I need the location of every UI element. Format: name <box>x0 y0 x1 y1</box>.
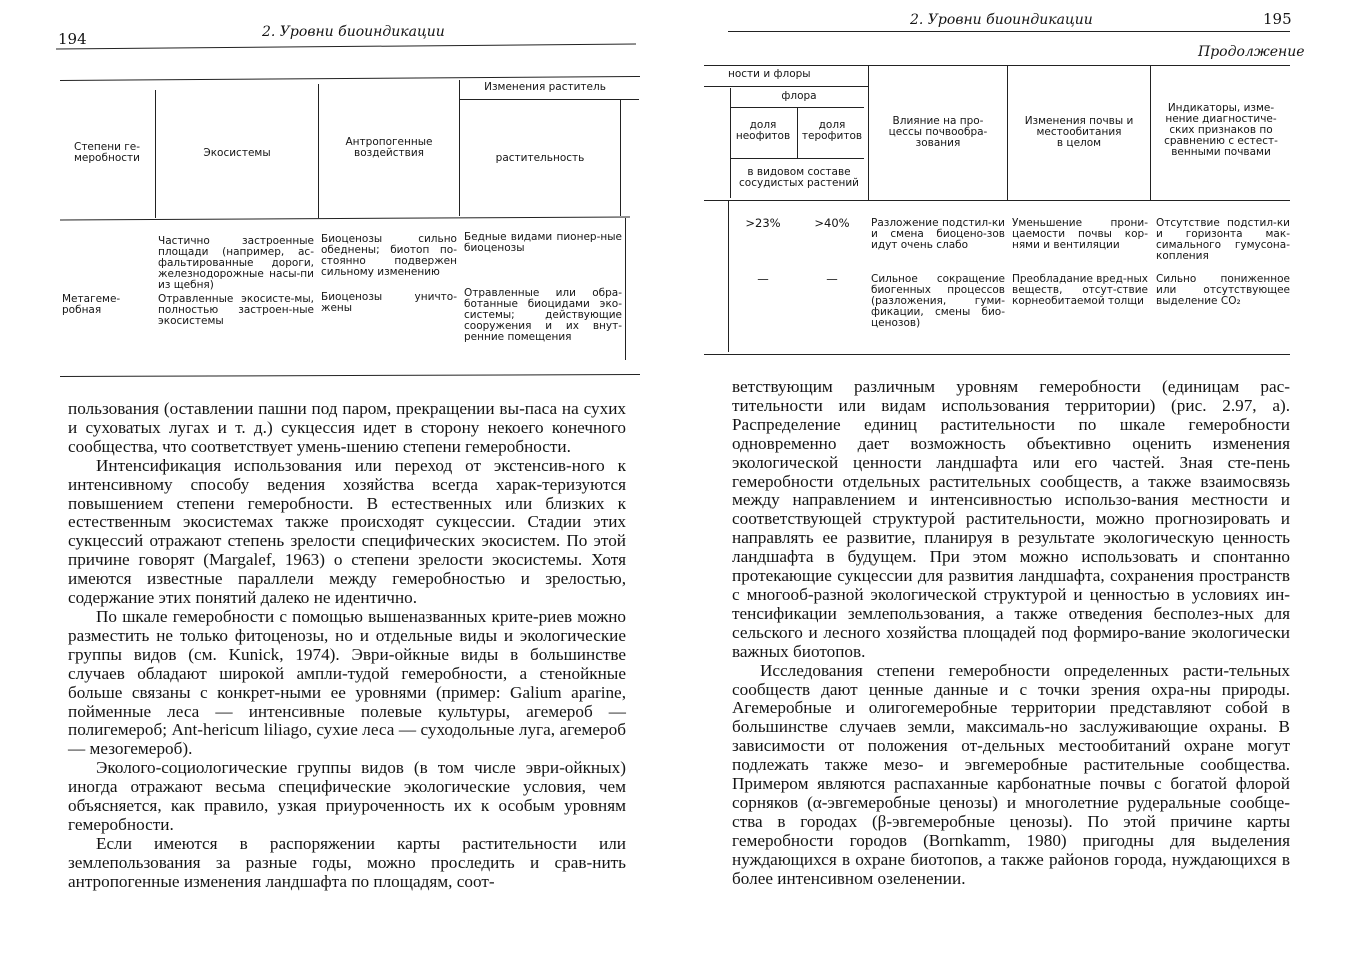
col-header-ecosystems: Экосистемы <box>203 147 271 159</box>
table-divider <box>730 88 731 198</box>
running-head: 2. Уровни биоиндикации <box>910 12 1093 28</box>
right-body-text <box>732 378 1290 888</box>
col-header-degree: Степени ге- меробности <box>73 141 141 164</box>
paragraph: ветствующим различным уровням гемеробности (единицам рас-тительности или видам использования территории) (рис. 2.97, а). Распределение единиц растительности по шкале гемеробности одновременно дает возможность объективно оценить изменения экологической ценности ландшафта или его частей. Зная сте-пень гемеробности отдельных растительных сообществ, а также взаимосвязь между направлением и интенсивностью использо-вания местности и соответствующей структурой растительности, можно прогнозировать и направлять ее развитие, планируя в результате экологическую ценность ландшафта в будущем. При этом можно использовать и спонтанно протекающие сукцессии для развития ландшафта, сохранения пространств с многооб-разной экологической структурой и ценностью в условиях ин-тенсификации землепользования, а также отведения бесполез-ных для сельского и лесного хозяйства площадей под формиро-вание экологически важных биотопов. <box>732 377 1290 661</box>
table-divider <box>1150 66 1151 200</box>
col-header-neophytes: доля неофитов <box>735 119 791 142</box>
group-header: Изменения раститель <box>484 81 606 93</box>
page-number: 194 <box>58 30 87 48</box>
header-rule <box>728 31 1290 32</box>
col-header-top: ности и флоры <box>728 68 811 80</box>
left-page <box>0 0 660 963</box>
page-number: 195 <box>1263 10 1292 28</box>
table-divider <box>318 84 319 218</box>
paragraph: Эколого-социологические группы видов (в том числе эври-ойкных) иногда отражают весьма специфические экологические условия, чем объясняется, как правило, узкая приуроченность их к особым уровням гемеробности. <box>68 758 626 834</box>
table-cell: Биоценозы сильно обеднены; биотоп по-стоянно подвержен сильному изменению <box>321 233 457 278</box>
left-body-text <box>68 400 626 892</box>
table-cell: Сильно пониженное или отсутствующее выделение CO₂ <box>1156 273 1290 307</box>
table-cell: Сильное сокращение биогенных процессов (разложения, гуми-фикации, смены био-ценозов) <box>871 273 1005 329</box>
col-header-soil-processes: Влияние на про- цессы почвообра- зования <box>888 115 988 149</box>
running-head: 2. Уровни биоиндикации <box>262 24 445 40</box>
header-rule <box>56 43 636 49</box>
table-cell: Биоценозы уничто-жены <box>321 291 457 314</box>
table-cell: Бедные видами пионер-ные биоценозы <box>464 231 622 254</box>
table-divider <box>155 90 156 218</box>
group-header-rule <box>459 99 639 100</box>
paragraph: пользования (оставлении пашни под паром, прекращении вы-паса на сухих и суховатых лугах и т. д.) сукцессия идет в сторону некоего конечного сообщества, что соответствует умень-шению степени гемеробности. <box>68 399 626 456</box>
col-header-therophytes: доля терофитов <box>801 119 863 142</box>
header-bottom-rule <box>60 217 630 221</box>
col-header-indicators: Индикаторы, изме- нение диагностиче- ских признаков по сравнению с естест- венными почвами <box>1164 102 1278 158</box>
table-divider <box>797 108 798 158</box>
table-cell: Отравленные или обра-ботанные биоцидами эко-системы; действующие сооружения и их внут-ренние помещения <box>464 287 622 343</box>
table-divider <box>728 200 729 352</box>
table-cell: — <box>826 272 838 286</box>
row-label: Метагеме- робная <box>62 293 121 316</box>
col-header-vegetation: растительность <box>495 152 585 164</box>
paragraph: По шкале гемеробности с помощью вышеназванных крите-риев можно разместить не только фитоценозы, но и отдельные виды и экологические группы видов (см. Kunick, 1974). Эври-ойкные виды в большинстве случаев обладают широкой ампли-тудой гемеробности, а стенойкные больше связаны с конкрет-ными ее уровнями (пример: Galium aparine, пойменные леса — интенсивные полевые культуры, агемероб — полигемероб; Ant-hericum liliago, сухие леса — суходольные луга, агемероб — мезогемероб). <box>68 606 626 759</box>
table-cell: Отравленные экосисте-мы, полностью застроен-ные экосистемы <box>158 293 314 327</box>
table-cell: — <box>757 272 769 286</box>
table-cell: Уменьшение прони-цаемости почвы кор-нями и вентиляции <box>1012 217 1148 251</box>
table-cell: >23% <box>745 216 781 230</box>
table-cell: >40% <box>814 216 850 230</box>
col-header-species-note: в видовом составе сосудистых растений <box>739 166 859 189</box>
paragraph: Интенсификация использования или переход от экстенсив-ного к интенсивному способу ведения хозяйства всегда харак-теризуются повышением степени гемеробности. В естественных или близких к естественным экосистемах также происходят сукцессии. Стадии этих сукцессий отражают степень зрелости специфических экосистем. По этой причине говорят (Margalef, 1963) о степени зрелости экосистемы. Хотя имеются известные параллели между гемеробностью и зрелостью, содержание этих понятий далеко не идентично. <box>68 455 626 608</box>
right-page <box>690 0 1350 963</box>
header-bottom-rule <box>704 200 1290 201</box>
table-cell: Преобладание вред-ных веществ, отсут-ствие корнеобитаемой толщи <box>1012 273 1148 307</box>
table-divider <box>625 218 626 360</box>
table-top-rule <box>704 65 1290 66</box>
paragraph: Исследования степени гемеробности определенных расти-тельных сообществ дают ценные данные и с точки зрения охра-ны природы. Агемеробные и олигогемеробные территории представляют собой в большинстве случаев земли, максималь-но заслуживающие охраны. В зависимости от положения от-дельных местообитаний охране могут подлежать также мезо- и эвгемеробные растительные сообщества. Примером являются распаханные карбонатные почвы с богатой флорой сорняков (α-эвгемеробные ценозы) и многолетние рудеральные сообще-ства в городах (β-эвгемеробные ценозы). По этой причине карты гемеробности городов (Bornkamm, 1980) пригодны для выделения нуждающихся в охране биотопов, а также районов города, нуждающихся в более интенсивном озеленении. <box>732 660 1290 888</box>
table-bottom-rule <box>704 354 1290 355</box>
table-divider <box>1007 66 1008 200</box>
table-cell: Частично застроенные площади (например, ас-фальтированные дороги, железнодорожные насы-пи из щебня) <box>158 235 314 291</box>
table-cell: Разложение подстил-ки и смена биоцено-зов идут очень слабо <box>871 217 1005 251</box>
table-divider <box>868 66 869 200</box>
col-header-flora: флора <box>781 90 817 102</box>
table-bottom-rule <box>60 374 640 377</box>
header-rule-inner <box>730 158 864 159</box>
table-cell: Отсутствие подстил-ки и горизонта мак-симального гумусона-копления <box>1156 217 1290 262</box>
col-header-soil-changes: Изменения почвы и местообитания в целом <box>1024 115 1134 149</box>
header-rule-inner <box>704 86 868 87</box>
table-divider <box>620 100 621 216</box>
col-header-anthropogenic: Антропогенные воздействия <box>345 136 433 159</box>
continuation-label: Продолжение <box>1198 44 1305 60</box>
table-divider <box>459 80 460 216</box>
paragraph: Если имеются в распоряжении карты растительности или землепользования за разные годы, можно проследить и срав-нить антропогенные изменения ландшафта по площадям, соот- <box>68 833 626 891</box>
